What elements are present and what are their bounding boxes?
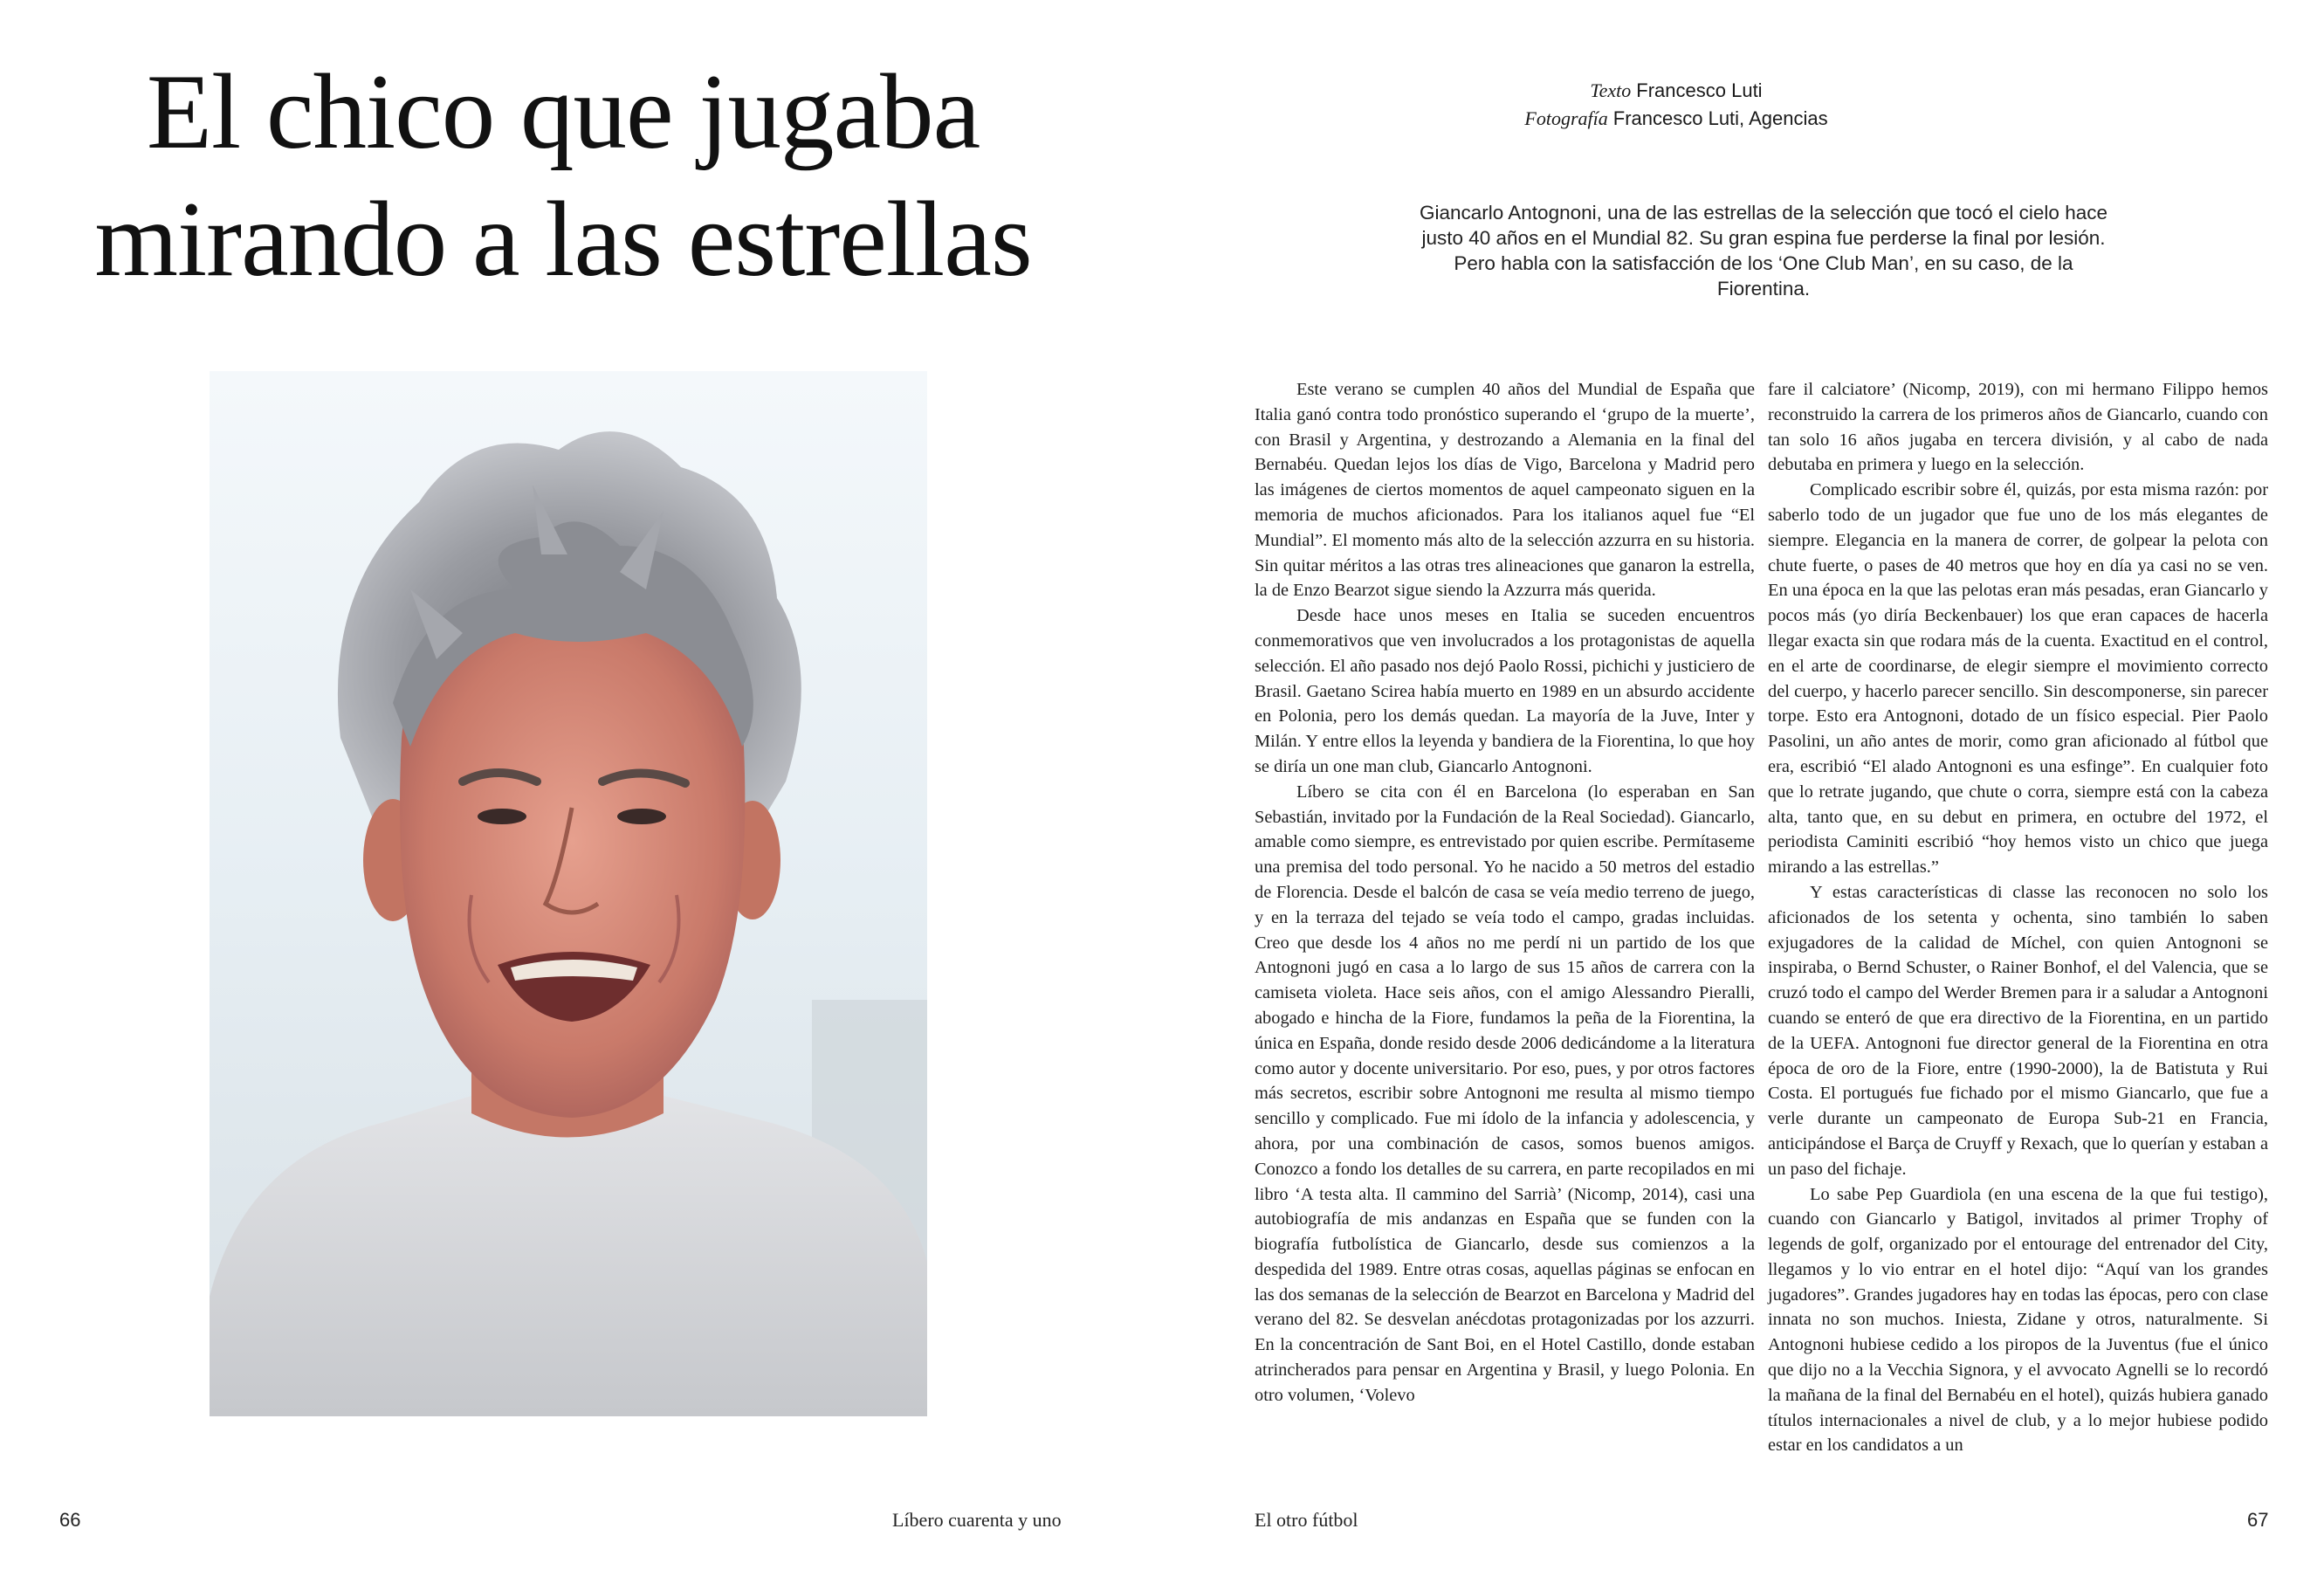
body-paragraph: Y estas características di classe las reconocen no solo los aficionados de los setenta y ochenta, sino también lo saben exjugadores de la calidad de Míchel, con quien Antognoni se inspiraba, o Bernd Schuster, o Rainer Bonhof, el del Valencia, que se cruzó todo el campo del Werder Bremen para ir a saludar a Antognoni cuando se enteró de que era directivo de la Fiorentina, en un partido de la UEFA. Antognoni fue director general de la Fiorentina en otra época de oro de la Fiore, entre (1990-2000), la de Batistuta y Rui Costa. El portugués fue fichado por el mismo Giancarlo, que fue a verle durante un campeonato de Europa Sub-21 en Francia, anticipándose el Barça de Cruyff y Rexach, que lo querían y estaban a un paso del fichaje. <box>1768 882 2268 1179</box>
body-paragraph-continued: fare il calciatore’ (Nicomp, 2019), con mi hermano Filippo hemos reconstruido la carrera de los primeros años de Giancarlo, cuando con tan solo 16 años jugaba en tercera división, y al cabo de nada debutaba en primera y luego en la selección. <box>1768 380 2268 475</box>
credits <box>1292 77 2060 133</box>
portrait-photo <box>210 371 927 1416</box>
section-name: El otro fútbol <box>1255 1509 1358 1531</box>
photo-credit-label: Fotografía <box>1524 107 1608 129</box>
magazine-name: Líbero cuarenta y uno <box>892 1509 1062 1531</box>
body-paragraph: Este verano se cumplen 40 años del Mundial de España que Italia ganó contra todo pronóstico superando el ‘grupo de la muerte’, con Brasil y Argentina, y destrozando a Alemania en la final del Bernabéu. Quedan lejos los días de Vigo, Barcelona y Madrid pero las imágenes de ciertos momentos de aquel campeonato siguen en la memoria de muchos aficionados. Para los italianos aquel fue “El Mundial”. El momento más alto de la selección azzurra en su historia. Sin quitar méritos a las otras tres alineaciones que ganaron la estrella, la de Enzo Bearzot sigue siendo la Azzurra más querida. <box>1255 380 1755 601</box>
body-column-2 <box>1768 377 2268 1458</box>
headline-line-2: mirando a las estrellas <box>94 179 1032 299</box>
photo-credit <box>1292 105 2060 133</box>
headline-line-1: El chico que jugaba <box>146 52 980 171</box>
text-credit <box>1292 77 2060 105</box>
page-number-right: 67 <box>2247 1509 2269 1531</box>
text-credit-author: Francesco Luti <box>1636 79 1763 101</box>
headline <box>87 48 1039 303</box>
body-paragraph: Desde hace unos meses en Italia se suceden encuentros conmemorativos que ven involucrados a los protagonistas de aquella selección. El año pasado nos dejó Paolo Rossi, pichichi y justiciero de Brasil. Gaetano Scirea había muerto en 1989 en un absurdo accidente en Polonia, pero los demás quedan. La mayoría de la Juve, Inter y Milán. Y entre ellos la leyenda y bandiera de la Fiorentina, lo que hoy se diría un one man club, Giancarlo Antognoni. <box>1255 606 1755 776</box>
body-column-1 <box>1255 377 1755 1408</box>
photo-credit-name: Francesco Luti, Agencias <box>1612 107 1828 129</box>
standfirst: Giancarlo Antognoni, una de las estrellas de la selección que tocó el cielo hace justo 40 años en el Mundial 82. Su gran espina fue perderse la final por lesión. Pero habla con la satisfacción de los ‘One Club Man’, en su caso, de la Fiorentina. <box>1419 202 2107 300</box>
body-paragraph: Complicado escribir sobre él, quizás, por esta misma razón: por saberlo todo de un jugador que fue uno de los más elegantes de siempre. Elegancia en la manera de correr, de golpear la pelota con chute fuerte, o pases de 40 metros que hoy en día ya casi no se ven. En una época en la que las pelotas eran más pesadas, eran Giancarlo y pocos más (yo diría Beckenbauer) los que eran capaces de hacerla llegar exacta sin que rodara más de la cuenta. Exactitud en el control, en el arte de coordinarse, de elegir siempre el movimiento correcto del cuerpo, y hacerlo parecer sencillo. Sin descomponerse, sin parecer torpe. Esto era Antognoni, dotado de un físico especial. Pier Paolo Pasolini, un año antes de morir, como gran aficionado al fútbol que era, escribió “El alado Antognoni es una esfinge”. En cualquier foto que lo retrate jugando, que chute o corra, siempre está con la cabeza alta, tanto que, en su debut en primera, en octubre del 1972, el periodista Caminiti escribió “hoy hemos visto un chico que juega mirando a las estrellas.” <box>1768 480 2268 878</box>
text-credit-label: Texto <box>1590 79 1632 101</box>
body-paragraph: Lo sabe Pep Guardiola (en una escena de la que fui testigo), cuando con Giancarlo y Batigol, invitados al primer Trophy of legends de golf, organizado por el entourage del entrenador del City, llegamos y lo vio entrar en el hotel dijo: “Aquí van los grandes jugadores”. Grandes jugadores hay en todas las épocas, pero con clase innata no son muchos. Iniesta, Zidane y otros, naturalmente. Si Antognoni hubiese cedido a los piropos de la Juventus (fue el único que dijo no a la Vecchia Signora, y el avvocato Agnelli se lo recordó la mañana de la final del Bernabéu en el hotel), quizás hubiera ganado títulos internacionales a nivel de club, y a lo mejor hubiese podido estar en los candidatos a un <box>1768 1184 2268 1456</box>
body-paragraph: Líbero se cita con él en Barcelona (lo esperaban en San Sebastián, invitado por la Fundación de la Real Sociedad). Giancarlo, amable como siempre, es entrevistado por quien escribe. Permítaseme una premisa del todo personal. Yo he nacido a 50 metros del estadio de Florencia. Desde el balcón de casa se veía medio terreno de juego, y en la terraza del tejado se veía todo el campo, gradas incluidas. Creo que desde los 4 años no me perdí ni un partido de los que Antognoni jugó en casa a lo largo de sus 15 años de carrera con la camiseta violeta. Hace seis años, con el amigo Alessandro Pieralli, abogado e hincha de la Fiore, fundamos la peña de la Fiorentina, la única en España, donde resido desde 2006 dedicándome a la literatura como autor y docente universitario. Por eso, pues, y por otros factores más secretos, escribir sobre Antognoni me resulta al mismo tiempo sencillo y complicado. Fue mi ídolo de la infancia y adolescencia, y ahora, por una combinación de casos, somos buenos amigos. Conozco a fondo los detalles de su carrera, en parte recopilados en mi libro ‘A testa alta. Il cammino del Sarrià’ (Nicomp, 2014), casi una autobiografía de mis andanzas en España que se funden con la biografía futbolística de Giancarlo, desde sus comienzos a la despedida del 1989. Entre otras cosas, aquellas páginas se enfocan en las dos semanas de la selección de Bearzot en Barcelona y Madrid del verano del 82. Se desvelan anécdotas protagonizadas por los azzurri. En la concentración de Sant Boi, en el Hotel Castillo, donde estaban atrincherados para pensar en Argentina y Brasil, y luego Polonia. En otro volumen, ‘Volevo <box>1255 782 1755 1405</box>
page-number-left: 66 <box>59 1509 81 1531</box>
